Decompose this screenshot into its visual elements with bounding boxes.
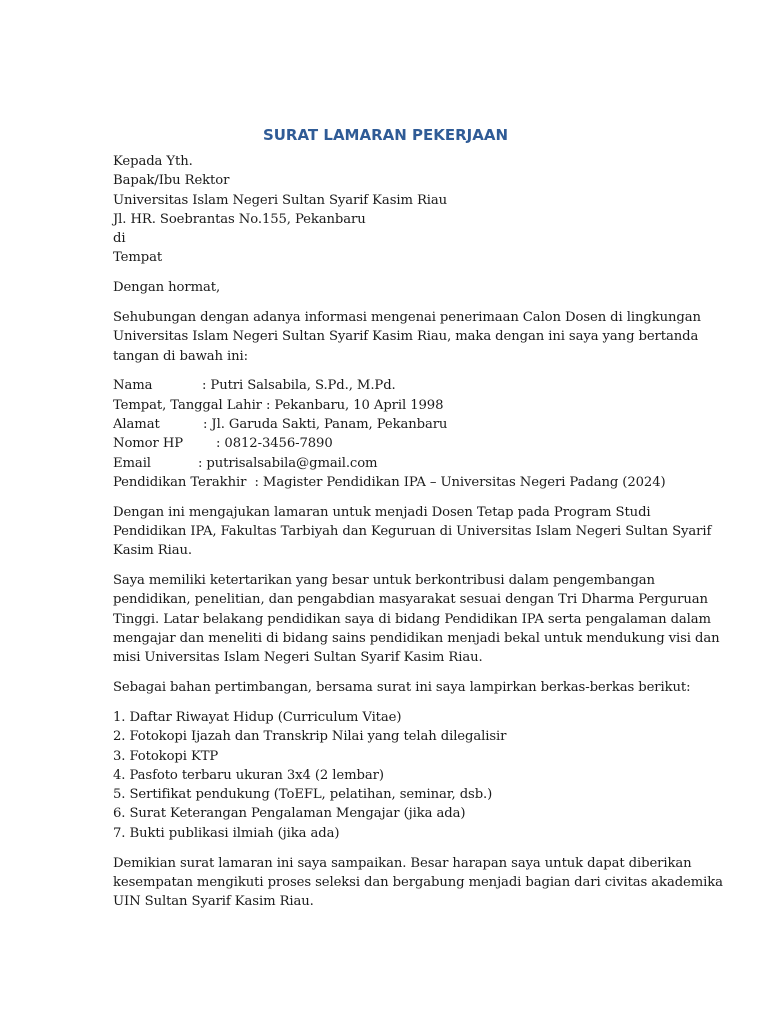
detail-label: Pendidikan Terakhir (113, 474, 247, 490)
list-item: 7. Bukti publikasi ilmiah (jika ada) (113, 825, 340, 841)
detail-email (113, 454, 658, 473)
list-item: 1. Daftar Riwayat Hidup (Curriculum Vitae) (113, 709, 402, 725)
greeting (113, 278, 658, 297)
attachments-intro (113, 678, 691, 697)
detail-name (113, 376, 658, 395)
paragraph-line: Tinggi. Latar belakang pendidikan saya di bidang Pendidikan IPA serta pengalaman dalam (113, 611, 711, 627)
greeting-text: Dengan hormat, (113, 280, 221, 296)
list-item: 2. Fotokopi Ijazah dan Transkrip Nilai yang telah dilegalisir (113, 729, 507, 745)
attachments-intro-text: Sebagai bahan pertimbangan, bersama surat ini saya lampirkan berkas-berkas berikut: (113, 680, 691, 696)
application-paragraph (113, 503, 712, 561)
paragraph-line: tangan di bawah ini: (113, 348, 249, 364)
recipient-line: Bapak/Ibu Rektor (113, 173, 230, 189)
detail-address (113, 415, 658, 434)
detail-phone (113, 434, 658, 453)
attachments-list (113, 708, 658, 843)
detail-label: Nama (113, 378, 153, 394)
letter-body (113, 124, 723, 922)
detail-value: : Pekanbaru, 10 April 1998 (261, 397, 444, 413)
recipient-block (113, 152, 658, 268)
paragraph-line: pendidikan, penelitian, dan pengabdian masyarakat sesuai dengan Tri Dharma Perguruan (113, 592, 708, 608)
list-item: 6. Surat Keterangan Pengalaman Mengajar (jika ada) (113, 806, 466, 822)
paragraph-line: Sehubungan dengan adanya informasi mengenai penerimaan Calon Dosen di lingkungan (113, 310, 701, 326)
paragraph-line: mengajar dan meneliti di bidang sains pendidikan menjadi bekal untuk mendukung visi dan (113, 631, 720, 647)
applicant-details (113, 376, 666, 492)
detail-label: Alamat (113, 417, 160, 433)
detail-label: Nomor HP (113, 436, 183, 452)
list-item: 4. Pasfoto terbaru ukuran 3x4 (2 lembar) (113, 767, 384, 783)
paragraph-line: Universitas Islam Negeri Sultan Syarif Kasim Riau, maka dengan ini saya yang bertanda (113, 329, 699, 345)
detail-value: : putrisalsabila@gmail.com (198, 455, 378, 471)
detail-value: : Putri Salsabila, S.Pd., M.Pd. (202, 378, 396, 394)
recipient-line: Jl. HR. Soebrantas No.155, Pekanbaru (113, 211, 366, 227)
detail-label: Tempat, Tanggal Lahir (113, 397, 262, 413)
closing-paragraph (113, 854, 723, 912)
detail-value: : Jl. Garuda Sakti, Panam, Pekanbaru (203, 417, 448, 433)
detail-value: : Magister Pendidikan IPA – Universitas Negeri Padang (2024) (246, 474, 666, 490)
paragraph-line: misi Universitas Islam Negeri Sultan Syarif Kasim Riau. (113, 650, 483, 666)
intro-paragraph (113, 308, 701, 366)
recipient-line: Kepada Yth. (113, 154, 193, 169)
paragraph-line: kesempatan mengikuti proses seleksi dan bergabung menjadi bagian dari civitas akademika (113, 874, 723, 890)
paragraph-line: Pendidikan IPA, Fakultas Tarbiyah dan Keguruan di Universitas Islam Negeri Sultan Syarif (113, 524, 712, 540)
detail-label: Email (113, 455, 151, 471)
paragraph-line: UIN Sultan Syarif Kasim Riau. (113, 894, 314, 910)
recipient-line: Tempat (113, 250, 163, 266)
list-item: 5. Sertifikat pendukung (ToEFL, pelatihan, seminar, dsb.) (113, 787, 493, 803)
letter-title: SURAT LAMARAN PEKERJAAN (262, 126, 509, 144)
paragraph-line: Demikian surat lamaran ini saya sampaikan. Besar harapan saya untuk dapat diberikan (113, 855, 692, 871)
detail-birth (113, 396, 658, 415)
paragraph-line: Dengan ini mengajukan lamaran untuk menjadi Dosen Tetap pada Program Studi (113, 504, 651, 520)
detail-value: : 0812-3456-7890 (216, 436, 333, 452)
recipient-line: di (113, 231, 126, 247)
motivation-paragraph (113, 571, 720, 667)
paragraph-line: Saya memiliki ketertarikan yang besar untuk berkontribusi dalam pengembangan (113, 573, 655, 589)
list-item: 3. Fotokopi KTP (113, 748, 219, 764)
recipient-line: Universitas Islam Negeri Sultan Syarif Kasim Riau (113, 192, 448, 208)
paragraph-line: Kasim Riau. (113, 543, 192, 559)
detail-education (113, 473, 666, 492)
